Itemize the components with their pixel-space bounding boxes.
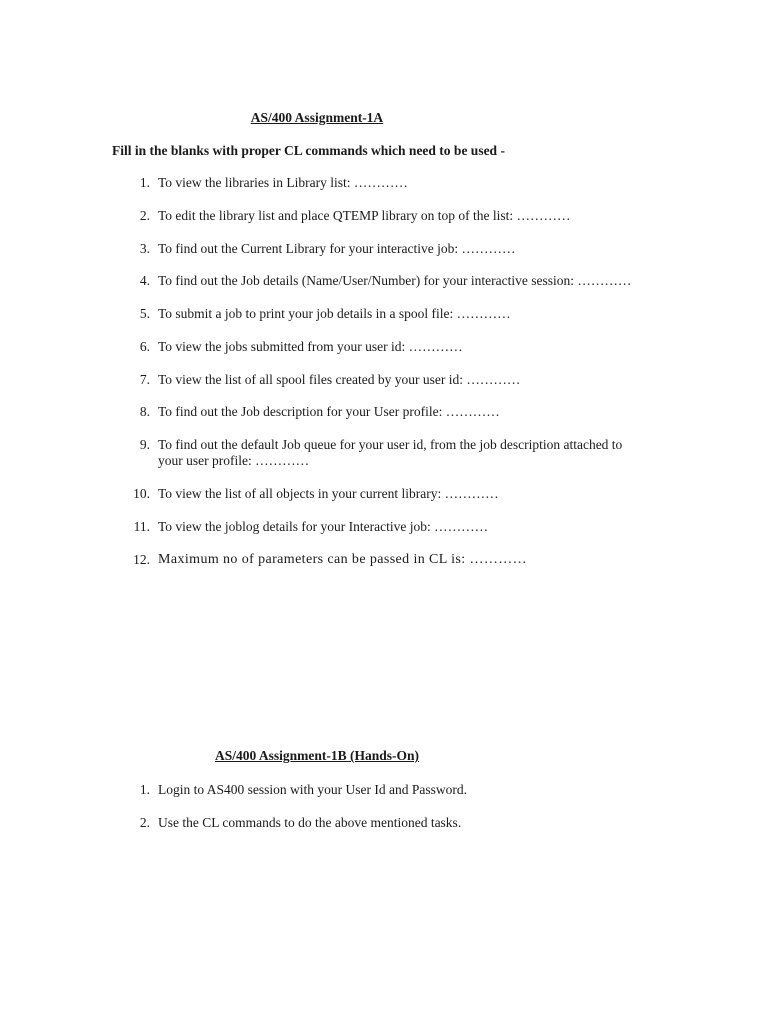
question-text: To view the libraries in Library list: ………… <box>158 175 408 190</box>
question-number: 4. <box>139 273 150 288</box>
question-text: To view the list of all spool files created by your user id: ………… <box>158 372 521 387</box>
question-text: To find out the Current Library for your interactive job: ………… <box>158 241 516 256</box>
question-text: To view the list of all objects in your current library: ………… <box>158 486 499 501</box>
step-number: 2. <box>139 815 150 830</box>
question-text: To view the jobs submitted from your user id: ………… <box>158 339 463 354</box>
question-text: Maximum no of parameters can be passed in CL is: ………… <box>158 552 528 567</box>
question-number: 8. <box>139 404 150 419</box>
assignment-1a-instruction: Fill in the blanks with proper CL commands which need to be used - <box>112 143 505 158</box>
question-number: 7. <box>139 372 150 387</box>
question-text: To edit the library list and place QTEMP library on top of the list: ………… <box>158 208 571 223</box>
step-text: Use the CL commands to do the above mentioned tasks. <box>158 815 462 830</box>
question-number: 12. <box>133 552 150 567</box>
assignment-1a-title: AS/400 Assignment-1A <box>250 110 384 125</box>
question-text: To find out the Job description for your User profile: ………… <box>158 404 500 419</box>
step-text: Login to AS400 session with your User Id and Password. <box>158 782 467 797</box>
question-number: 1. <box>139 175 150 190</box>
question-text: To view the joblog details for your Interactive job: ………… <box>158 519 489 534</box>
question-number: 10. <box>133 486 150 501</box>
question-number: 9. <box>139 437 150 452</box>
question-text: To find out the Job details (Name/User/Number) for your interactive session: ………… <box>158 273 632 288</box>
assignment-1b-title: AS/400 Assignment-1B (Hands-On) <box>214 748 420 763</box>
question-text: To submit a job to print your job details in a spool file: ………… <box>158 306 511 321</box>
question-number: 5. <box>139 306 150 321</box>
question-number: 2. <box>139 208 150 223</box>
question-text: To find out the default Job queue for your user id, from the job description attached to your user profile: ………… <box>158 437 623 468</box>
question-number: 6. <box>139 339 150 354</box>
step-number: 1. <box>139 782 150 797</box>
question-number: 3. <box>139 241 150 256</box>
question-number: 11. <box>133 519 150 534</box>
